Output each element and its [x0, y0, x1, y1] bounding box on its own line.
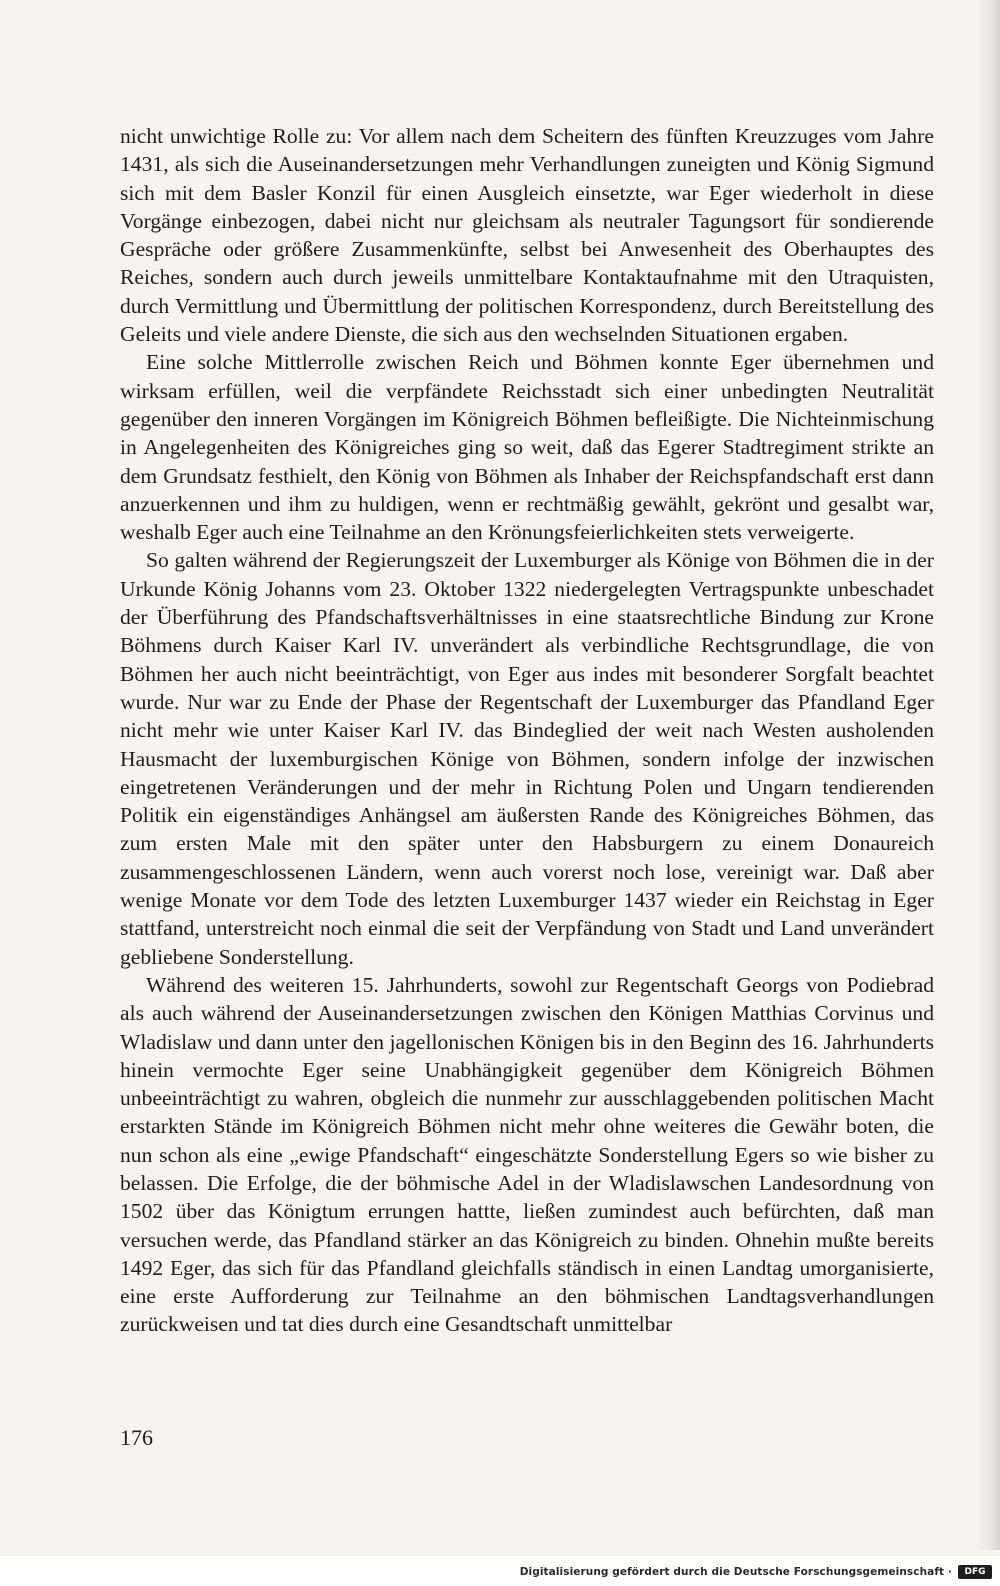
paragraph-2: Eine solche Mittlerrolle zwischen Reich und Böhmen konnte Eger übernehmen und wirksam erfüllen, weil die verpfändete Reichsstadt sich einer unbedingten Neutralität gegenüber den inneren Vorgängen im Königreich Böhmen befleißigte. Die Nichteinmischung in Angelegenheiten des Königreiches ging so weit, daß das Egerer Stadtregiment strikte an dem Grundsatz festhielt, den König von Böhmen als Inhaber der Reichspfandschaft erst dann anzuerkennen und ihm zu huldigen, wenn er rechtmäßig gewählt, gekrönt und gesalbt war, weshalb Eger auch eine Teilnahme an den Krönungsfeierlichkeiten stets verweigerte. — [120, 350, 934, 545]
paragraph-3: So galten während der Regierungszeit der Luxemburger als Könige von Böhmen die in der Urkunde König Johanns vom 23. Oktober 1322 niedergelegten Vertragspunkte unbeschadet der Überführung des Pfandschaftsverhältnisses in eine staatsrechtliche Bindung zur Krone Böhmens durch Kaiser Karl IV. unverändert als verbindliche Rechtsgrundlage, die von Böhmen her auch nicht beeinträchtigt, von Eger aus indes mit besonderer Sorgfalt beachtet wurde. Nur war zu Ende der Phase der Regentschaft der Luxemburger das Pfandland Eger nicht mehr wie unter Kaiser Karl IV. das Bindeglied der weit nach Westen ausholenden Hausmacht der luxemburgischen Könige von Böhmen, sondern infolge der inzwischen eingetretenen Veränderungen und der mehr in Richtung Polen und Ungarn tendierenden Politik ein eigenständiges Anhängsel am äußersten Rande des Königreiches Böhmen, das zum ersten Male mit den später unter den Habsburgern zu einem Donaureich zusammengeschlossenen Ländern, wenn auch vorerst noch lose, vereinigt war. Daß aber wenige Monate vor dem Tode des letzten Luxemburger 1437 wieder ein Reichstag in Eger stattfand, unterstreicht noch einmal die seit der Verpfändung von Stadt und Land unverändert gebliebene Sonderstellung. — [120, 548, 934, 969]
dfg-logo-icon: DFG — [958, 1565, 992, 1579]
footer-bar — [0, 1556, 1000, 1586]
paragraph-4: Während des weiteren 15. Jahrhunderts, sowohl zur Regentschaft Georgs von Podiebrad als auch während der Auseinandersetzungen zwischen den Königen Matthias Corvinus und Wladislaw und dann unter den jagellonischen Königen bis in den Beginn des 16. Jahrhunderts hinein vermochte Eger seine Unabhängigkeit gegenüber dem Königreich Böhmen unbeeinträchtigt zu wahren, obgleich die nunmehr zur ausschlaggebenden politischen Macht erstarkten Stände im Königreich Böhmen nicht mehr ohne weiteres die Gewähr boten, die nun schon als eine „ewige Pfandschaft“ eingeschätzte Sonderstellung Egers so wie bisher zu belassen. Die Erfolge, die der böhmische Adel in der Wladislawschen Landesordnung von 1502 über das Königtum errungen hattte, ließen zumindest auch befürchten, daß man versuchen werde, das Pfandland stärker an das Königreich zu binden. Ohnehin mußte bereits 1492 Eger, das sich für das Pfandland gleichfalls ständisch in einen Landtag umorganisierte, eine erste Aufforderung zur Teilnahme an den böhmischen Landtagsverhandlungen zurückweisen und tat dies durch eine Gesandtschaft unmittelbar — [120, 972, 934, 1337]
paragraph-1: nicht unwichtige Rolle zu: Vor allem nach dem Scheitern des fünften Kreuzzuges vom Jahre 1431, als sich die Auseinandersetzungen mehr Verhandlungen zuneigten und König Sigmund sich mit dem Basler Konzil für einen Ausgleich einsetzte, war Eger wiederholt in diese Vorgänge einbezogen, dabei nicht nur gleichsam als neutraler Tagungsort für sondierende Gespräche oder größere Zusammenkünfte, selbst bei Anwesenheit des Oberhauptes des Reiches, sondern auch durch jeweils unmittelbare Kontaktaufnahme mit den Utraquisten, durch Vermittlung und Übermittlung der politischen Korrespondenz, durch Bereitstellung des Geleits und viele andere Dienste, die sich aus den wechselnden Situationen ergaben. — [120, 124, 934, 347]
body-text — [120, 122, 934, 1339]
page-number: 176 — [120, 1425, 153, 1450]
dfg-credit-text: Digitalisierung gefördert durch die Deutsche Forschungsgemeinschaft · — [519, 1566, 952, 1578]
scan-shadow-edge — [974, 0, 1000, 1550]
